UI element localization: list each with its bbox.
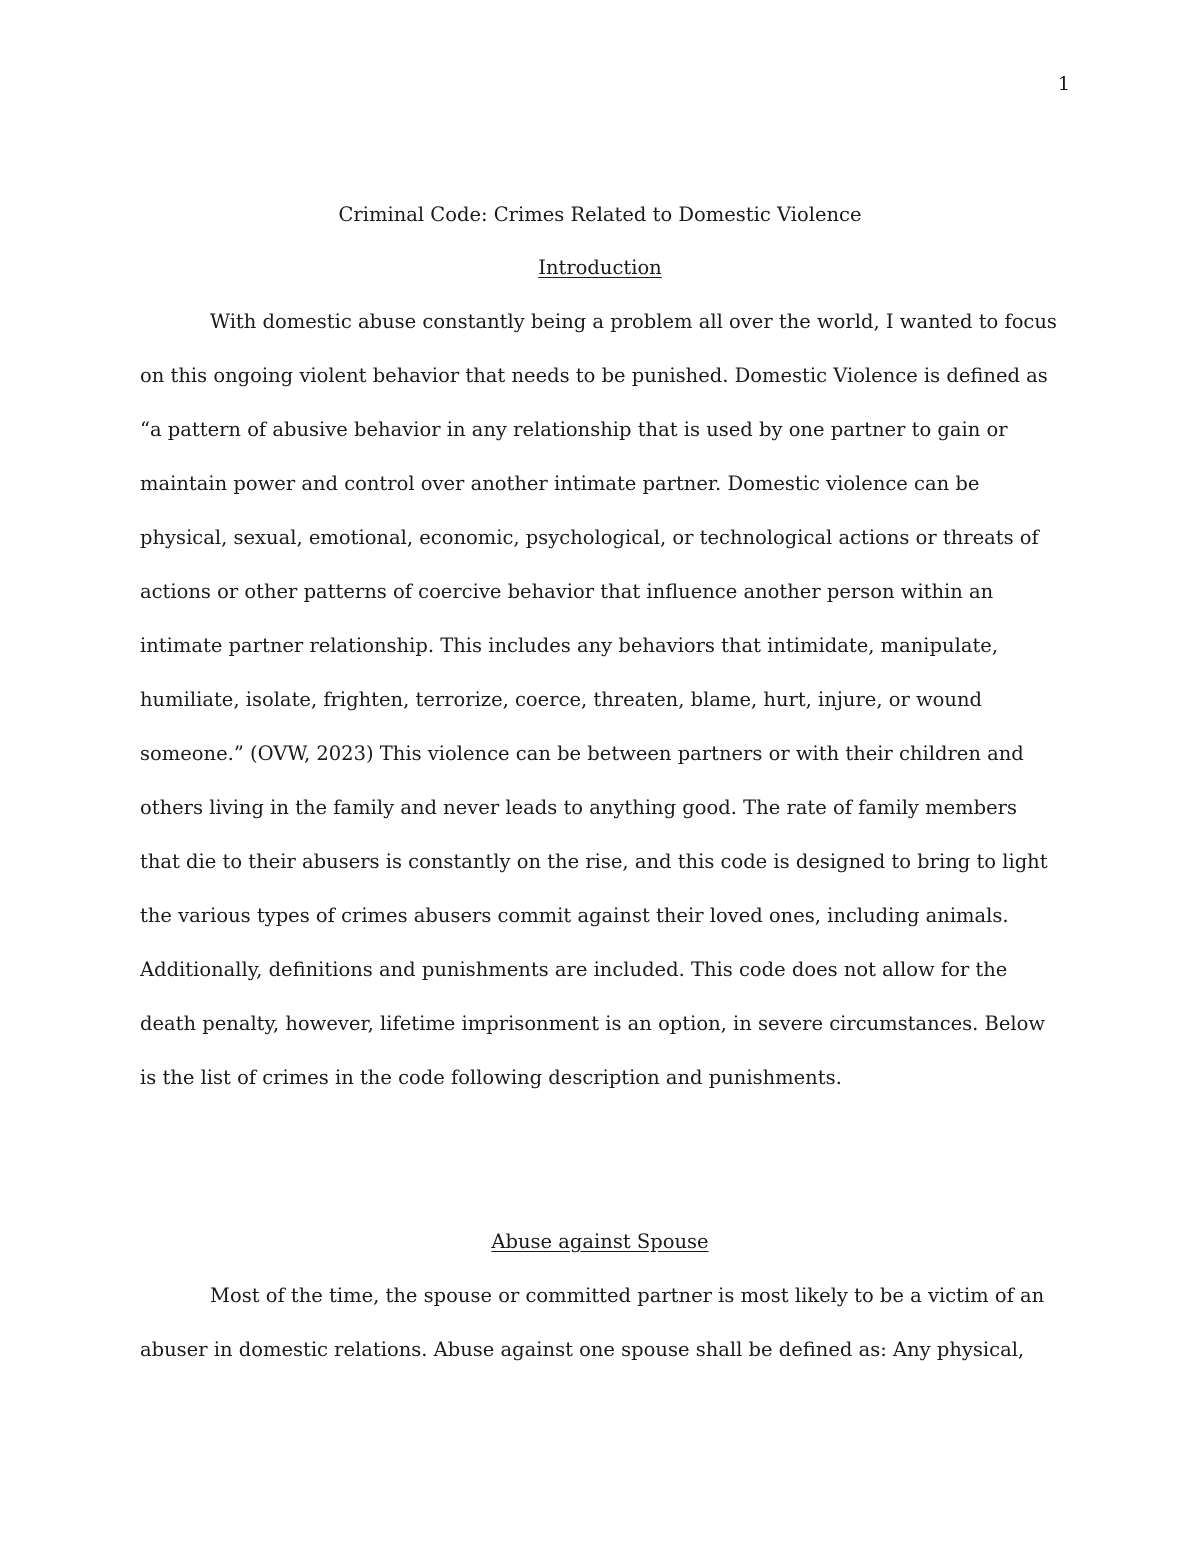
paragraph: With domestic abuse constantly being a problem all over the world, I wanted to focus on this ongoing violent behavior that needs to be punished. Domestic Violence is defined as “a pattern of abusive behavior in any relationship that is used by one partner to gain or maintain power and control over another intimate partner. Domestic violence can be physical, sexual, emotional, economic, psychological, or technological actions or threats of actions or other patterns of coercive behavior that influence another person within an intimate partner relationship. This includes any behaviors that intimidate, manipulate, humiliate, isolate, frighten, terrorize, coerce, threaten, blame, hurt, injure, or wound someone.” (OVW, 2023) This violence can be between partners or with their children and others living in the family and never leads to anything good. The rate of family members that die to their abusers is constantly on the rise, and this code is designed to bring to light the various types of crimes abusers commit against their loved ones, including animals. Additionally, definitions and punishments are included. This code does not allow for the death penalty, however, lifetime imprisonment is an option, in severe circumstances. Below is the list of crimes in the code following description and punishments. — [140, 310, 1057, 1089]
section-heading-introduction — [0, 241, 1200, 295]
page-number: 1 — [1057, 73, 1070, 95]
section-heading-text: Introduction — [538, 256, 662, 279]
section-heading-text: Abuse against Spouse — [491, 1230, 709, 1253]
paragraph: Most of the time, the spouse or committed partner is most likely to be a victim of an abuser in domestic relations. Abuse against one spouse shall be defined as: Any physical, — [140, 1284, 1045, 1361]
section-body-abuse-against-spouse — [140, 1269, 1060, 1377]
section-heading-abuse-against-spouse — [0, 1215, 1200, 1269]
section-body-introduction — [140, 295, 1060, 1105]
document-title: Criminal Code: Crimes Related to Domestic Violence — [338, 203, 862, 226]
